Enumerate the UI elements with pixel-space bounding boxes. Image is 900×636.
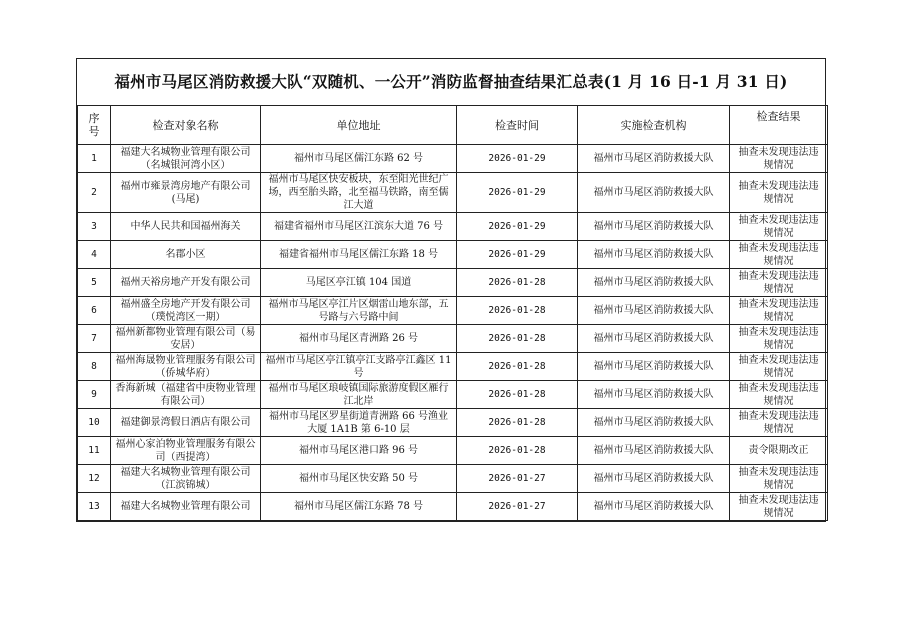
header-inspected-entity: 检查对象名称 (111, 106, 261, 145)
row-entity-name: 福建大名城物业管理有限公司 (111, 493, 261, 521)
table-row (78, 297, 828, 325)
row-address: 福州市马尾区港口路 96 号 (261, 437, 457, 465)
row-inspection-date: 2026-01-28 (457, 325, 578, 353)
row-serial-number: 11 (78, 437, 111, 465)
row-serial-number: 4 (78, 241, 111, 269)
row-inspection-result: 抽查未发现违法违规情况 (730, 465, 828, 493)
row-address: 福州市马尾区罗星街道青洲路 66 号渔业大厦 1A1B 第 6-10 层 (261, 409, 457, 437)
row-inspection-result: 抽查未发现违法违规情况 (730, 353, 828, 381)
row-address: 福州市马尾区琅岐镇国际旅游度假区雁行江北岸 (261, 381, 457, 409)
row-entity-name: 名郡小区 (111, 241, 261, 269)
header-inspection-result: 检查结果 (730, 106, 828, 145)
row-inspection-result: 责令限期改正 (730, 437, 828, 465)
table-row (78, 173, 828, 213)
row-address: 福建省福州市马尾区江滨东大道 76 号 (261, 213, 457, 241)
row-inspection-date: 2026-01-29 (457, 145, 578, 173)
row-inspection-result: 抽查未发现违法违规情况 (730, 241, 828, 269)
row-inspecting-agency: 福州市马尾区消防救援大队 (578, 241, 730, 269)
table-row (78, 437, 828, 465)
row-inspection-result: 抽查未发现违法违规情况 (730, 381, 828, 409)
header-address: 单位地址 (261, 106, 457, 145)
row-inspecting-agency: 福州市马尾区消防救援大队 (578, 381, 730, 409)
table-row (78, 409, 828, 437)
row-entity-name: 福州新都物业管理有限公司（易安居） (111, 325, 261, 353)
table-row (78, 353, 828, 381)
row-entity-name: 福州市雍景湾房地产有限公司(马尾) (111, 173, 261, 213)
table-header-row (78, 106, 828, 145)
row-entity-name: 香海新城（福建省中庚物业管理有限公司） (111, 381, 261, 409)
header-serial-number: 序号 (78, 106, 111, 145)
row-inspecting-agency: 福州市马尾区消防救援大队 (578, 269, 730, 297)
row-serial-number: 8 (78, 353, 111, 381)
row-serial-number: 12 (78, 465, 111, 493)
row-inspecting-agency: 福州市马尾区消防救援大队 (578, 213, 730, 241)
row-inspection-date: 2026-01-27 (457, 465, 578, 493)
row-entity-name: 福州盛全房地产开发有限公司（璞悦湾区一期） (111, 297, 261, 325)
row-inspection-date: 2026-01-29 (457, 241, 578, 269)
table-row (78, 213, 828, 241)
row-inspecting-agency: 福州市马尾区消防救援大队 (578, 465, 730, 493)
row-inspection-result: 抽查未发现违法违规情况 (730, 145, 828, 173)
table-row (78, 269, 828, 297)
row-serial-number: 10 (78, 409, 111, 437)
row-inspecting-agency: 福州市马尾区消防救援大队 (578, 493, 730, 521)
inspection-results-table (77, 105, 828, 521)
row-inspection-date: 2026-01-28 (457, 297, 578, 325)
row-inspection-date: 2026-01-27 (457, 493, 578, 521)
row-serial-number: 5 (78, 269, 111, 297)
row-inspecting-agency: 福州市马尾区消防救援大队 (578, 325, 730, 353)
row-entity-name: 中华人民共和国福州海关 (111, 213, 261, 241)
row-serial-number: 9 (78, 381, 111, 409)
row-serial-number: 2 (78, 173, 111, 213)
row-inspection-result: 抽查未发现违法违规情况 (730, 493, 828, 521)
row-inspection-date: 2026-01-29 (457, 173, 578, 213)
row-serial-number: 3 (78, 213, 111, 241)
row-inspection-result: 抽查未发现违法违规情况 (730, 269, 828, 297)
row-address: 福州市马尾区亭江镇亭江支路亭江鑫区 11 号 (261, 353, 457, 381)
row-address: 福州市马尾区快安板块，东至阳光世纪广场，西至胎头路，北至福马铁路，南至儒江大道 (261, 173, 457, 213)
table-row (78, 325, 828, 353)
row-inspection-result: 抽查未发现违法违规情况 (730, 173, 828, 213)
row-inspecting-agency: 福州市马尾区消防救援大队 (578, 297, 730, 325)
inspection-summary-sheet (76, 58, 826, 522)
row-inspection-date: 2026-01-28 (457, 381, 578, 409)
row-serial-number: 7 (78, 325, 111, 353)
row-inspecting-agency: 福州市马尾区消防救援大队 (578, 437, 730, 465)
row-entity-name: 福州天裕房地产开发有限公司 (111, 269, 261, 297)
row-address: 福州市马尾区儒江东路 78 号 (261, 493, 457, 521)
row-entity-name: 福建大名城物业管理有限公司（江滨锦城） (111, 465, 261, 493)
document-title: 福州市马尾区消防救援大队“双随机、一公开”消防监督抽查结果汇总表(1 月 16 日-1 月 31 日) (114, 72, 788, 91)
row-address: 福州市马尾区亭江片区烟雷山地东部，五号路与六号路中间 (261, 297, 457, 325)
table-row (78, 493, 828, 521)
row-address: 马尾区亭江镇 104 国道 (261, 269, 457, 297)
table-row (78, 145, 828, 173)
header-inspecting-agency: 实施检查机构 (578, 106, 730, 145)
row-serial-number: 6 (78, 297, 111, 325)
row-inspection-date: 2026-01-28 (457, 409, 578, 437)
table-row (78, 381, 828, 409)
row-address: 福州市马尾区青洲路 26 号 (261, 325, 457, 353)
row-inspection-result: 抽查未发现违法违规情况 (730, 297, 828, 325)
row-inspection-date: 2026-01-29 (457, 213, 578, 241)
row-inspecting-agency: 福州市马尾区消防救援大队 (578, 173, 730, 213)
row-inspecting-agency: 福州市马尾区消防救援大队 (578, 409, 730, 437)
row-address: 福州市马尾区快安路 50 号 (261, 465, 457, 493)
table-row (78, 465, 828, 493)
row-entity-name: 福州海晟物业管理服务有限公司（侨城华府） (111, 353, 261, 381)
row-inspecting-agency: 福州市马尾区消防救援大队 (578, 145, 730, 173)
row-inspection-result: 抽查未发现违法违规情况 (730, 409, 828, 437)
row-inspecting-agency: 福州市马尾区消防救援大队 (578, 353, 730, 381)
table-row (78, 241, 828, 269)
row-inspection-result: 抽查未发现违法违规情况 (730, 325, 828, 353)
row-inspection-date: 2026-01-28 (457, 437, 578, 465)
row-entity-name: 福建大名城物业管理有限公司（名城银河湾小区） (111, 145, 261, 173)
table-body (78, 145, 828, 521)
row-address: 福建省福州市马尾区儒江东路 18 号 (261, 241, 457, 269)
row-serial-number: 1 (78, 145, 111, 173)
header-inspection-date: 检查时间 (457, 106, 578, 145)
row-entity-name: 福建御景湾假日酒店有限公司 (111, 409, 261, 437)
row-entity-name: 福州心家泊物业管理服务有限公司（西提湾） (111, 437, 261, 465)
row-serial-number: 13 (78, 493, 111, 521)
row-address: 福州市马尾区儒江东路 62 号 (261, 145, 457, 173)
row-inspection-date: 2026-01-28 (457, 353, 578, 381)
row-inspection-date: 2026-01-28 (457, 269, 578, 297)
row-inspection-result: 抽查未发现违法违规情况 (730, 213, 828, 241)
